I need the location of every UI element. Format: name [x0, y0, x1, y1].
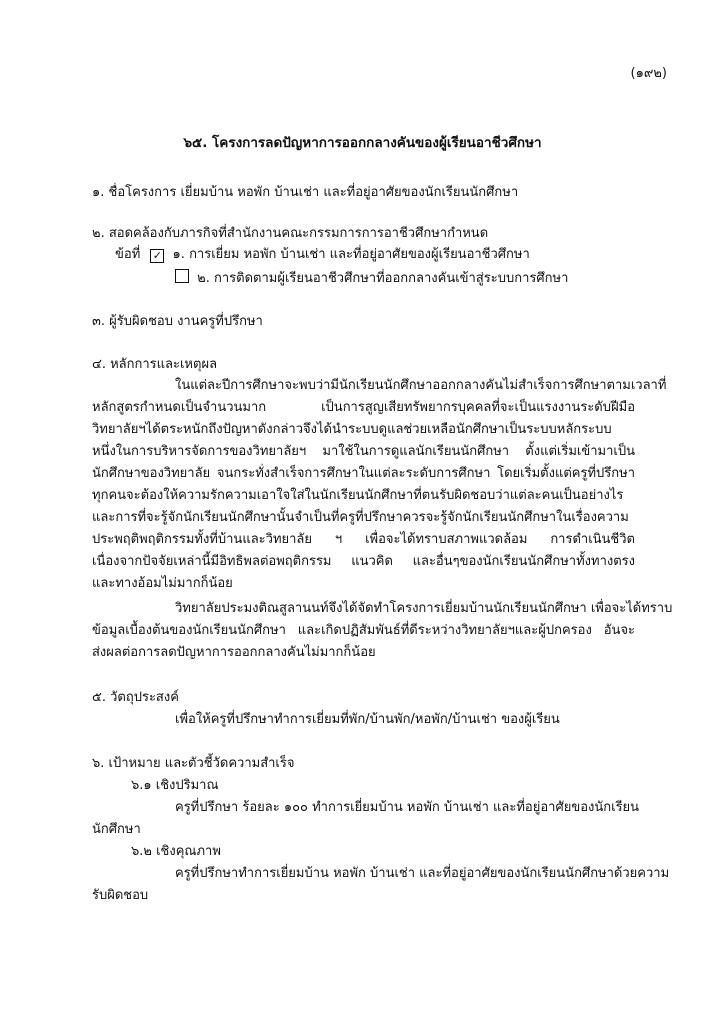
paragraph-line: และการที่จะรู้จักนักเรียนนักศึกษานั้นจำเป็นที่ครูที่ปรึกษาควรจะรู้จักนักเรียนนักศึกษาในเรื่องความ	[92, 510, 629, 525]
option-prefix: ข้อที่	[115, 247, 141, 262]
paragraph-line: ส่งผลต่อการลดปัญหาการออกกลางคันไม่มากก็น้อย	[92, 645, 376, 660]
paragraph-line: วิทยาลัยฯได้ตระหนักถึงปัญหาดังกล่าวจึงได้นำระบบดูแลช่วยเหลือนักศึกษาเป็นระบบหลักระบบ	[92, 422, 612, 437]
objective-text: เพื่อให้ครูที่ปรึกษาทำการเยี่ยมที่พัก/บ้านพัก/หอพัก/บ้านเช่า ของผู้เรียน	[175, 712, 560, 727]
checkbox-checked[interactable]: ✓	[150, 249, 164, 263]
paragraph-line: หลักสูตรกำหนดเป็นจำนวนมาก เป็นการสูญเสียทรัพยากรบุคคลที่จะเป็นแรงงานระดับฝีมือ	[92, 400, 635, 415]
option-1-label: ๑. การเยี่ยม หอพัก บ้านเช่า และที่อยู่อาศัยของผู้เรียนอาชีวศึกษา	[172, 247, 530, 262]
option-1-row	[115, 247, 530, 263]
quality-text-cont: รับผิดชอบ	[92, 888, 149, 903]
paragraph-line: ทุกคนจะต้องให้ความรักความเอาใจใส่ในนักเรียนนักศึกษาที่ตนรับผิดชอบว่าแต่ละคนเป็นอย่างไร	[92, 488, 624, 503]
paragraph-line: วิทยาลัยประมงติณสูลานนท์จึงได้จัดทำโครงการเยี่ยมบ้านนักเรียนนักศึกษา เพื่อจะได้ทราบ	[175, 601, 673, 616]
section-2-heading: ๒. สอดคล้องกับภารกิจที่สำนักงานคณะกรรมการการอาชีวศึกษากำหนด	[92, 226, 489, 241]
paragraph-line: ข้อมูลเบื้องต้นของนักเรียนนักศึกษา และเกิดปฏิสัมพันธ์ที่ดีระหว่างวิทยาลัยฯและผู้ปกครอง อันจะ	[92, 623, 635, 638]
section-5-heading: ๕. วัตถุประสงค์	[92, 690, 179, 705]
document-title: ๖๕. โครงการลดปัญหาการออกกลางคันของผู้เรียนอาชีวศึกษา	[183, 135, 542, 151]
project-name: ๑. ชื่อโครงการ เยี่ยมบ้าน หอพัก บ้านเช่า และที่อยู่อาศัยของนักเรียนนักศึกษา	[92, 185, 519, 200]
paragraph-line: เนื่องจากปัจจัยเหล่านี้มีอิทธิพลต่อพฤติกรรม แนวคิด และอื่นๆของนักเรียนนักศึกษาทั้งทางตรง	[92, 554, 635, 569]
quantity-heading: ๖.๑ เชิงปริมาณ	[131, 778, 219, 793]
paragraph-line: ในแต่ละปีการศึกษาจะพบว่ามีนักเรียนนักศึกษาออกกลางคันไม่สำเร็จการศึกษาตามเวลาที่	[175, 378, 667, 393]
option-2-label: ๒. การติดตามผู้เรียนอาชีวศึกษาที่ออกกลางคันเข้าสู่ระบบการศึกษา	[197, 271, 569, 286]
responsible: ๓. ผู้รับผิดชอบ งานครูที่ปรึกษา	[92, 314, 263, 329]
section-6-heading: ๖. เป้าหมาย และตัวชี้วัดความสำเร็จ	[92, 756, 295, 771]
section-4-heading: ๔. หลักการและเหตุผล	[92, 357, 218, 372]
quality-text: ครูที่ปรึกษาทำการเยี่ยมบ้าน หอพัก บ้านเช่า และที่อยู่อาศัยของนักเรียนนักศึกษาด้วยความ	[175, 866, 670, 881]
quality-heading: ๖.๒ เชิงคุณภาพ	[131, 844, 221, 859]
paragraph-line: หนึ่งในการบริหารจัดการของวิทยาลัยฯ มาใช้ในการดูแลนักเรียนนักศึกษา ตั้งแต่เริ่มเข้ามาเป็น	[92, 444, 635, 459]
quantity-text: ครูที่ปรึกษา ร้อยละ ๑๐๐ ทำการเยี่ยมบ้าน หอพัก บ้านเช่า และที่อยู่อาศัยของนักเรียน	[175, 800, 640, 815]
page-number: (๑๙๒)	[630, 66, 667, 81]
paragraph-line: ประพฤติพฤติกรรมทั้งที่บ้านและวิทยาลัย ฯ เพื่อจะได้ทราบสภาพแวดล้อม การดำเนินชีวิต	[92, 532, 635, 547]
paragraph-line: และทางอ้อมไม่มากก็น้อย	[92, 576, 233, 591]
paragraph-line: นักศึกษาของวิทยาลัย จนกระทั่งสำเร็จการศึกษาในแต่ละระดับการศึกษา โดยเริ่มตั้งแต่ครูที่ปรึกษา	[92, 466, 635, 481]
quantity-text-cont: นักศึกษา	[92, 822, 141, 837]
checkbox-unchecked[interactable]	[175, 269, 189, 283]
option-2-row	[175, 269, 568, 287]
